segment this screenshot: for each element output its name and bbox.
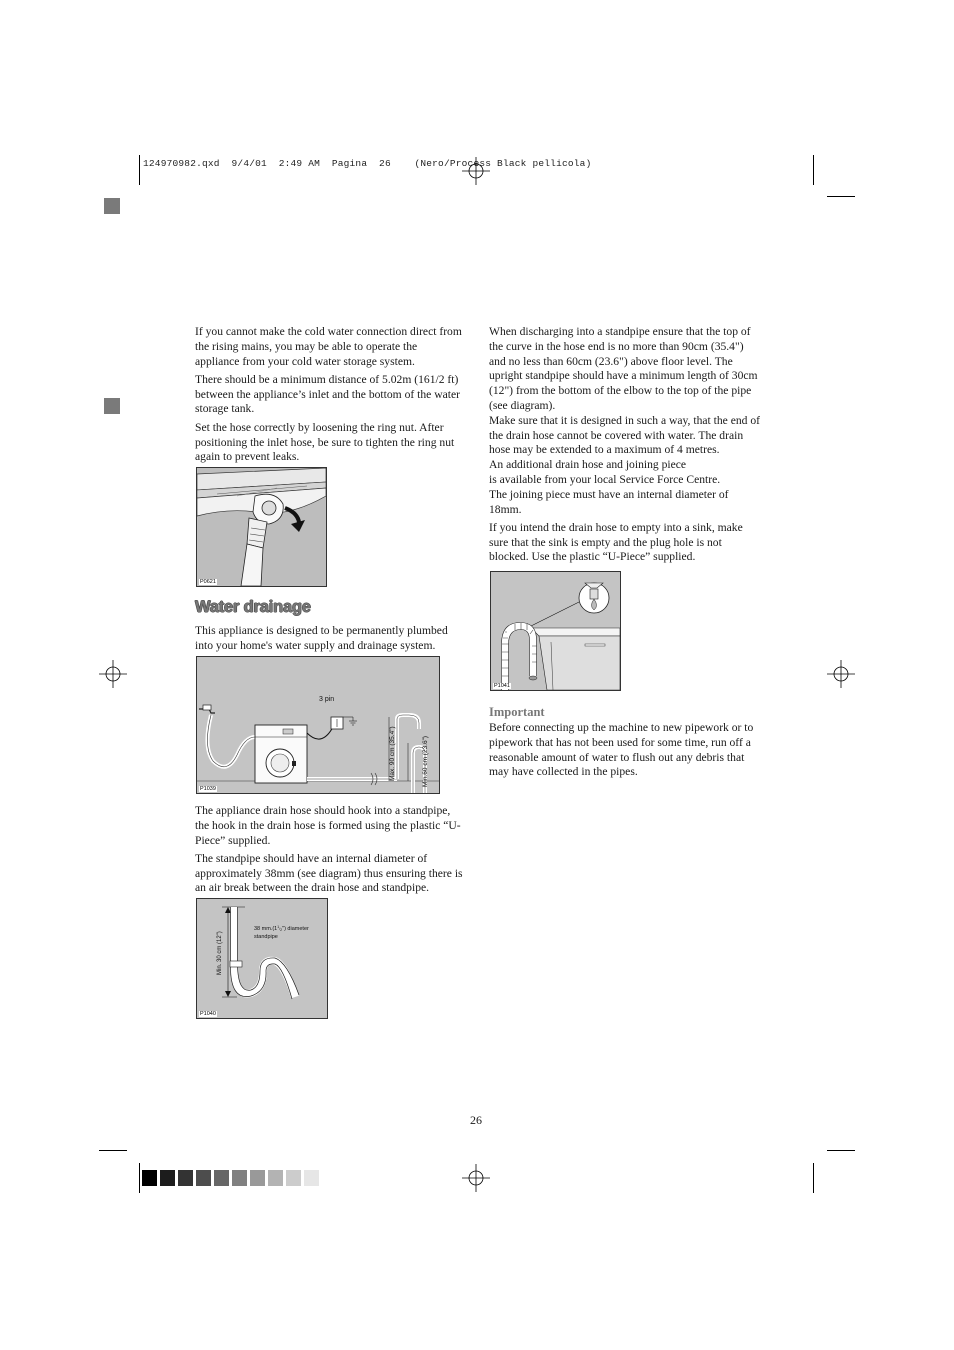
color-swatch: [250, 1170, 265, 1186]
plumbing-overview-illustration: [197, 657, 439, 793]
min-height-label: Min.60 cm (23.6"): [422, 735, 429, 787]
crop-mark-bottom-left-v: [139, 1163, 140, 1193]
inlet-hose-figure: [196, 467, 327, 587]
crop-mark-top-right-v: [813, 155, 814, 185]
paragraph: Before connecting up the machine to new pipework or to pipework that has not been used for some time, run off a reasonable amount of water to flush out any debris that may have collected in the pipes.: [489, 721, 754, 779]
paragraph: is available from your local Service Force Centre.: [489, 472, 721, 486]
color-swatch: [160, 1170, 175, 1186]
paragraph: An additional drain hose and joining piece: [489, 458, 687, 472]
color-swatch: [304, 1170, 319, 1186]
registration-mark-top-icon: [462, 157, 490, 185]
standpipe-diameter-figure: [196, 898, 328, 1019]
registration-mark-left-icon: [99, 660, 127, 688]
important-text: [489, 721, 761, 784]
sink-u-piece-figure: [490, 571, 621, 691]
sink-illustration: [491, 572, 620, 690]
diameter-label-line2: standpipe: [254, 934, 278, 940]
paragraph: Set the hose correctly by loosening the ring nut. After positioning the inlet hose, be sure to tighten the ring nut again to prevent leaks.: [195, 420, 455, 464]
paragraph: Make sure that it is designed in such a way, that the end of the drain hose cannot be covered with water. The drain hose may be extended to a maximum of 4 metres.: [489, 413, 760, 457]
drainage-intro-text: [195, 624, 463, 657]
max-height-label: Max. 90 cm (35.4"): [389, 726, 396, 781]
color-swatch: [196, 1170, 211, 1186]
margin-tab-marker: [104, 198, 120, 214]
standpipe-text: [195, 804, 463, 900]
registration-mark-bottom-icon: [462, 1164, 490, 1192]
figure-code: P1039: [200, 786, 216, 792]
paragraph: When discharging into a standpipe ensure that the top of the curve in the hose end is no more than 90cm (35.4") and no less than 60cm (23.6") above floor level. The upright standpipe should have a minimum length of 30cm (12") from the bottom of the elbow to the top of the pipe (see diagram).: [489, 325, 758, 412]
important-heading: Important: [489, 705, 545, 719]
color-swatch: [268, 1170, 283, 1186]
crop-mark-bottom-right-h: [827, 1150, 855, 1151]
crop-mark-top-right-h: [827, 196, 855, 197]
paragraph: There should be a minimum distance of 5.02m (161/2 ft) between the appliance’s inlet and the bottom of the water storage tank.: [195, 372, 460, 416]
crop-mark-bottom-left-h: [99, 1150, 127, 1151]
inlet-hose-illustration: [197, 468, 326, 586]
min-length-label: Min. 30 cm (12"): [217, 931, 223, 975]
paragraph: The standpipe should have an internal diameter of approximately 38mm (see diagram) thus ensuring there is an air break between the drain hose and standpipe.: [195, 851, 463, 895]
page-number: 26: [470, 1113, 482, 1127]
crop-mark-top-left-v: [139, 155, 140, 185]
color-swatch: [142, 1170, 157, 1186]
paragraph: The joining piece must have an internal diameter of 18mm.: [489, 487, 729, 516]
socket-label: 3 pin: [319, 696, 335, 703]
figure-code: P0621: [200, 579, 216, 585]
figure-code: P1041: [494, 683, 510, 689]
color-swatch: [232, 1170, 247, 1186]
margin-tab-marker: [104, 398, 120, 414]
registration-mark-right-icon: [827, 660, 855, 688]
color-swatch: [286, 1170, 301, 1186]
plumbing-overview-figure: [196, 656, 440, 794]
figure-code: P1040: [200, 1011, 216, 1017]
paragraph: If you intend the drain hose to empty into a sink, make sure that the sink is empty and the plug hole is not blocked. Use the plastic “U-Piece” supplied.: [489, 520, 743, 564]
right-column-text: [489, 325, 761, 569]
paragraph: If you cannot make the cold water connection direct from the rising mains, you may be able to operate the appliance from your cold water storage system.: [195, 325, 462, 368]
diameter-label: 38 $mm.(1^1_/2")$ diameter: [254, 925, 309, 932]
color-swatch: [214, 1170, 229, 1186]
crop-mark-bottom-right-v: [813, 1163, 814, 1193]
paragraph: This appliance is designed to be permanently plumbed into your home's water supply and drainage system.: [195, 624, 448, 652]
section-title: Water drainage: [195, 598, 311, 616]
color-swatch: [178, 1170, 193, 1186]
paragraph: The appliance drain hose should hook into a standpipe, the hook in the drain hose is formed using the plastic “U-Piece” supplied.: [195, 804, 461, 847]
left-intro-text: [195, 325, 463, 469]
print-slug: 124970982.qxd 9/4/01 2:49 AM Pagina 26 (Nero/Process Black pellicola): [143, 158, 592, 169]
standpipe-illustration: [197, 899, 327, 1018]
